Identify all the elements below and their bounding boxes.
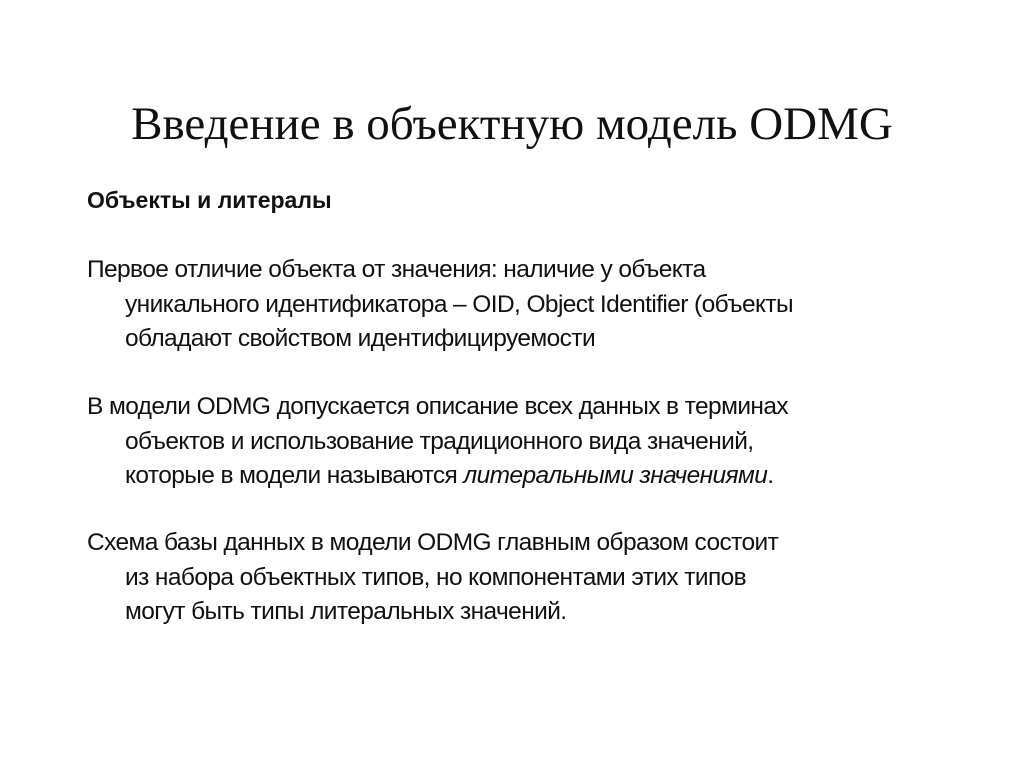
paragraph-schema bbox=[87, 526, 967, 630]
paragraph-literals bbox=[87, 390, 967, 494]
paragraph-line-with-emphasis bbox=[87, 459, 967, 494]
paragraph-tail: . bbox=[767, 462, 774, 489]
paragraph-line: объектов и использование традиционного вида значений, bbox=[125, 427, 754, 455]
paragraph-line: Первое отличие объекта от значения: наличие у объекта bbox=[87, 256, 706, 283]
paragraph-line: из набора объектных типов, но компонентами этих типов bbox=[125, 563, 747, 591]
paragraph-line: уникального идентификатора – OID, Object Identifier (объекты bbox=[125, 290, 794, 318]
paragraph-object-identity bbox=[87, 253, 967, 357]
paragraph-line: Схема базы данных в модели ODMG главным образом состоит bbox=[87, 529, 779, 556]
section-subtitle: Объекты и литералы bbox=[87, 187, 332, 213]
paragraph-line: обладают свойством идентифицируемости bbox=[125, 325, 596, 352]
emphasized-term: литеральными значениями bbox=[463, 462, 768, 489]
paragraph-line: могут быть типы литеральных значений. bbox=[125, 598, 567, 625]
paragraph-line: В модели ODMG допускается описание всех данных в терминах bbox=[87, 393, 789, 420]
paragraph-text: которые в модели называются bbox=[125, 462, 464, 489]
slide-title: Введение в объектную модель ODMG bbox=[131, 98, 893, 150]
